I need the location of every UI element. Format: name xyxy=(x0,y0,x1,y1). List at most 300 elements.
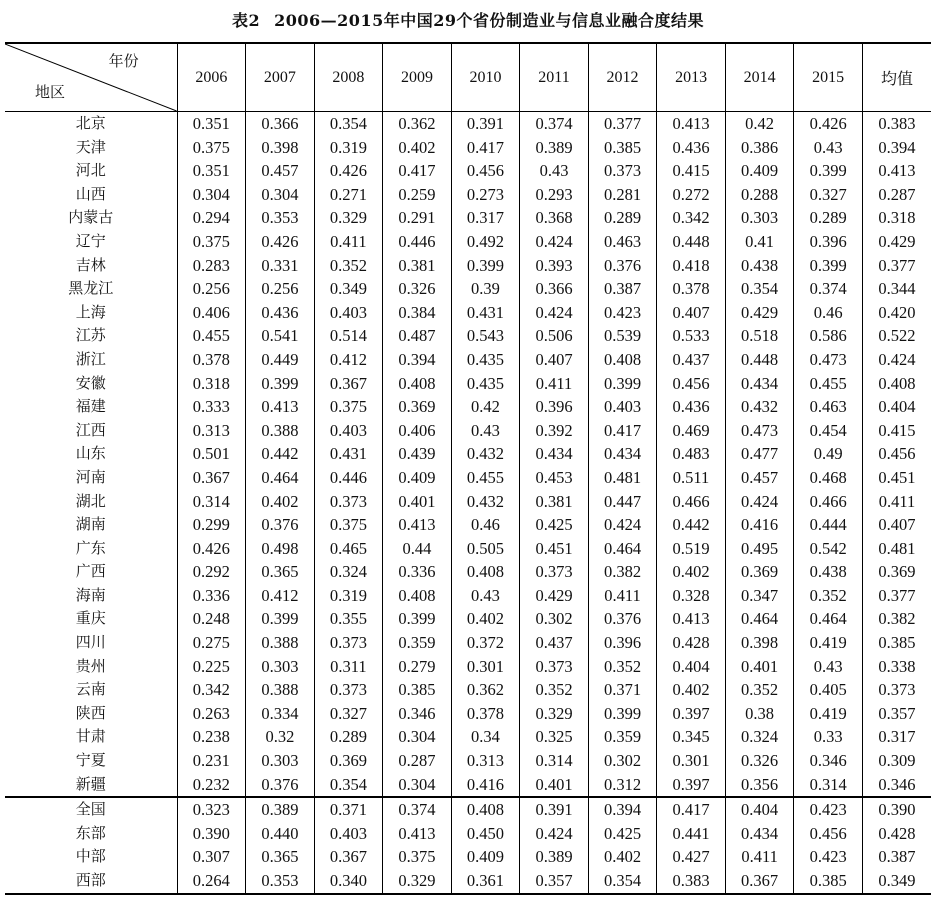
value-cell: 0.455 xyxy=(451,466,520,490)
value-cell: 0.457 xyxy=(725,466,794,490)
value-cell: 0.541 xyxy=(246,324,315,348)
value-cell: 0.329 xyxy=(314,206,383,230)
value-cell: 0.359 xyxy=(383,631,452,655)
value-cell: 0.449 xyxy=(246,348,315,372)
column-header: 2013 xyxy=(657,43,726,112)
value-cell: 0.299 xyxy=(177,513,246,537)
table-caption xyxy=(0,8,936,31)
column-header: 2009 xyxy=(383,43,452,112)
region-cell: 湖南 xyxy=(5,513,177,537)
region-cell: 全国 xyxy=(5,797,177,822)
region-cell: 河北 xyxy=(5,159,177,183)
value-cell: 0.263 xyxy=(177,702,246,726)
value-cell: 0.369 xyxy=(314,749,383,773)
value-cell: 0.425 xyxy=(520,513,589,537)
value-cell: 0.466 xyxy=(657,490,726,514)
value-cell: 0.352 xyxy=(314,254,383,278)
value-cell: 0.435 xyxy=(451,348,520,372)
region-cell: 黑龙江 xyxy=(5,277,177,301)
value-cell: 0.464 xyxy=(588,537,657,561)
value-cell: 0.417 xyxy=(657,797,726,822)
value-cell: 0.44 xyxy=(383,537,452,561)
value-cell: 0.413 xyxy=(878,161,916,181)
diagonal-header-cell xyxy=(5,43,177,112)
value-cell: 0.514 xyxy=(314,324,383,348)
value-cell: 0.426 xyxy=(177,537,246,561)
value-cell: 0.501 xyxy=(177,442,246,466)
value-cell: 0.456 xyxy=(657,372,726,396)
value-cell: 0.419 xyxy=(794,702,863,726)
region-cell: 云南 xyxy=(5,678,177,702)
value-cell: 0.451 xyxy=(878,467,916,487)
value-cell: 0.438 xyxy=(794,560,863,584)
region-cell: 山西 xyxy=(5,183,177,207)
value-cell: 0.441 xyxy=(657,822,726,846)
value-cell: 0.481 xyxy=(878,538,916,558)
table-row xyxy=(5,183,931,207)
region-cell: 北京 xyxy=(5,112,177,136)
region-cell: 海南 xyxy=(5,584,177,608)
province-rows xyxy=(5,112,931,798)
value-cell: 0.424 xyxy=(725,490,794,514)
value-cell: 0.417 xyxy=(588,419,657,443)
value-cell: 0.425 xyxy=(588,822,657,846)
table-row xyxy=(5,513,931,537)
value-cell: 0.347 xyxy=(725,584,794,608)
value-cell: 0.403 xyxy=(314,301,383,325)
value-cell: 0.314 xyxy=(794,773,863,798)
region-cell: 河南 xyxy=(5,466,177,490)
region-cell: 西部 xyxy=(5,869,177,894)
value-cell: 0.466 xyxy=(794,490,863,514)
value-cell: 0.376 xyxy=(246,513,315,537)
value-cell: 0.431 xyxy=(314,442,383,466)
region-cell: 宁夏 xyxy=(5,749,177,773)
value-cell: 0.394 xyxy=(878,137,916,157)
table-row xyxy=(5,678,931,702)
column-header: 2010 xyxy=(451,43,520,112)
value-cell: 0.352 xyxy=(725,678,794,702)
value-cell: 0.311 xyxy=(314,655,383,679)
value-cell: 0.388 xyxy=(246,419,315,443)
column-header: 2006 xyxy=(177,43,246,112)
value-cell: 0.376 xyxy=(588,607,657,631)
value-cell: 0.411 xyxy=(588,584,657,608)
value-cell: 0.391 xyxy=(520,797,589,822)
value-cell: 0.407 xyxy=(520,348,589,372)
value-cell: 0.373 xyxy=(588,159,657,183)
value-cell: 0.382 xyxy=(878,609,916,629)
table-row xyxy=(5,607,931,631)
value-cell: 0.399 xyxy=(794,159,863,183)
value-cell: 0.401 xyxy=(725,655,794,679)
value-cell: 0.415 xyxy=(657,159,726,183)
value-cell: 0.542 xyxy=(794,537,863,561)
value-cell: 0.439 xyxy=(383,442,452,466)
region-cell: 吉林 xyxy=(5,254,177,278)
table-row xyxy=(5,277,931,301)
value-cell: 0.495 xyxy=(725,537,794,561)
value-cell: 0.371 xyxy=(588,678,657,702)
value-cell: 0.312 xyxy=(588,773,657,798)
value-cell: 0.361 xyxy=(451,869,520,894)
table-row xyxy=(5,560,931,584)
value-cell: 0.368 xyxy=(520,206,589,230)
value-cell: 0.428 xyxy=(878,823,916,843)
region-cell: 东部 xyxy=(5,822,177,846)
value-cell: 0.455 xyxy=(177,324,246,348)
value-cell: 0.342 xyxy=(657,206,726,230)
value-cell: 0.423 xyxy=(794,797,863,822)
value-cell: 0.399 xyxy=(588,702,657,726)
value-cell: 0.402 xyxy=(657,560,726,584)
value-cell: 0.389 xyxy=(246,797,315,822)
value-cell: 0.413 xyxy=(657,112,726,136)
column-header: 2007 xyxy=(246,43,315,112)
value-cell: 0.331 xyxy=(246,254,315,278)
value-cell: 0.432 xyxy=(725,395,794,419)
value-cell: 0.352 xyxy=(588,655,657,679)
value-cell: 0.375 xyxy=(314,513,383,537)
value-cell: 0.43 xyxy=(451,419,520,443)
value-cell: 0.373 xyxy=(314,631,383,655)
value-cell: 0.373 xyxy=(878,680,916,700)
value-cell: 0.389 xyxy=(520,136,589,160)
value-cell: 0.434 xyxy=(588,442,657,466)
value-cell: 0.303 xyxy=(725,206,794,230)
table-row xyxy=(5,372,931,396)
value-cell: 0.346 xyxy=(794,749,863,773)
table-row xyxy=(5,466,931,490)
value-cell: 0.309 xyxy=(878,751,916,771)
value-cell: 0.354 xyxy=(588,869,657,894)
value-cell: 0.388 xyxy=(246,631,315,655)
value-cell: 0.413 xyxy=(383,513,452,537)
table-row xyxy=(5,230,931,254)
table-row xyxy=(5,725,931,749)
value-cell: 0.453 xyxy=(520,466,589,490)
value-cell: 0.416 xyxy=(725,513,794,537)
value-cell: 0.373 xyxy=(314,490,383,514)
header-row xyxy=(5,43,931,112)
region-cell: 广东 xyxy=(5,537,177,561)
column-header: 2015 xyxy=(794,43,863,112)
region-cell: 福建 xyxy=(5,395,177,419)
value-cell: 0.43 xyxy=(451,584,520,608)
value-cell: 0.345 xyxy=(657,725,726,749)
region-cell: 中部 xyxy=(5,845,177,869)
value-cell: 0.477 xyxy=(725,442,794,466)
table-row xyxy=(5,254,931,278)
value-cell: 0.371 xyxy=(314,797,383,822)
value-cell: 0.372 xyxy=(451,631,520,655)
value-cell: 0.357 xyxy=(520,869,589,894)
value-cell: 0.406 xyxy=(177,301,246,325)
value-cell: 0.336 xyxy=(177,584,246,608)
value-cell: 0.431 xyxy=(451,301,520,325)
value-cell: 0.426 xyxy=(314,159,383,183)
value-cell: 0.366 xyxy=(246,112,315,136)
value-cell: 0.446 xyxy=(314,466,383,490)
table-row xyxy=(5,301,931,325)
value-cell: 0.313 xyxy=(451,749,520,773)
table-row xyxy=(5,136,931,160)
value-cell: 0.385 xyxy=(794,869,863,894)
value-cell: 0.448 xyxy=(657,230,726,254)
value-cell: 0.519 xyxy=(657,537,726,561)
value-cell: 0.440 xyxy=(246,822,315,846)
region-cell: 天津 xyxy=(5,136,177,160)
value-cell: 0.539 xyxy=(588,324,657,348)
value-cell: 0.401 xyxy=(520,773,589,798)
value-cell: 0.232 xyxy=(177,773,246,798)
value-cell: 0.41 xyxy=(725,230,794,254)
summary-row xyxy=(5,822,931,846)
value-cell: 0.324 xyxy=(725,725,794,749)
value-cell: 0.402 xyxy=(588,845,657,869)
value-cell: 0.406 xyxy=(383,419,452,443)
value-cell: 0.264 xyxy=(177,869,246,894)
value-cell: 0.225 xyxy=(177,655,246,679)
value-cell: 0.378 xyxy=(177,348,246,372)
value-cell: 0.408 xyxy=(383,584,452,608)
value-cell: 0.417 xyxy=(383,159,452,183)
value-cell: 0.328 xyxy=(657,584,726,608)
value-cell: 0.505 xyxy=(451,537,520,561)
value-cell: 0.434 xyxy=(520,442,589,466)
value-cell: 0.518 xyxy=(725,324,794,348)
value-cell: 0.473 xyxy=(725,419,794,443)
value-cell: 0.409 xyxy=(725,159,794,183)
value-cell: 0.424 xyxy=(588,513,657,537)
value-cell: 0.385 xyxy=(878,633,916,653)
value-cell: 0.34 xyxy=(451,725,520,749)
value-cell: 0.314 xyxy=(177,490,246,514)
value-cell: 0.435 xyxy=(451,372,520,396)
value-cell: 0.483 xyxy=(657,442,726,466)
value-cell: 0.436 xyxy=(657,395,726,419)
diagonal-line xyxy=(5,44,177,111)
table-row xyxy=(5,324,931,348)
column-header: 2011 xyxy=(520,43,589,112)
value-cell: 0.399 xyxy=(794,254,863,278)
value-cell: 0.317 xyxy=(451,206,520,230)
value-cell: 0.405 xyxy=(794,678,863,702)
value-cell: 0.336 xyxy=(383,560,452,584)
value-cell: 0.357 xyxy=(878,703,916,723)
value-cell: 0.327 xyxy=(794,183,863,207)
value-cell: 0.533 xyxy=(657,324,726,348)
value-cell: 0.304 xyxy=(383,773,452,798)
value-cell: 0.429 xyxy=(725,301,794,325)
value-cell: 0.394 xyxy=(588,797,657,822)
value-cell: 0.399 xyxy=(383,607,452,631)
value-cell: 0.511 xyxy=(657,466,726,490)
table-row xyxy=(5,206,931,230)
value-cell: 0.238 xyxy=(177,725,246,749)
value-cell: 0.404 xyxy=(725,797,794,822)
table-row xyxy=(5,490,931,514)
value-cell: 0.375 xyxy=(177,230,246,254)
value-cell: 0.291 xyxy=(383,206,452,230)
value-cell: 0.399 xyxy=(451,254,520,278)
summary-rows xyxy=(5,797,931,893)
value-cell: 0.403 xyxy=(314,419,383,443)
value-cell: 0.411 xyxy=(725,845,794,869)
value-cell: 0.415 xyxy=(878,420,916,440)
value-cell: 0.319 xyxy=(314,136,383,160)
table-row xyxy=(5,631,931,655)
value-cell: 0.408 xyxy=(878,373,916,393)
value-cell: 0.375 xyxy=(383,845,452,869)
value-cell: 0.346 xyxy=(878,774,916,794)
value-cell: 0.427 xyxy=(657,845,726,869)
value-cell: 0.401 xyxy=(383,490,452,514)
value-cell: 0.378 xyxy=(657,277,726,301)
value-cell: 0.423 xyxy=(794,845,863,869)
value-cell: 0.408 xyxy=(383,372,452,396)
value-cell: 0.381 xyxy=(520,490,589,514)
value-cell: 0.256 xyxy=(177,277,246,301)
value-cell: 0.403 xyxy=(314,822,383,846)
value-cell: 0.423 xyxy=(588,301,657,325)
value-cell: 0.373 xyxy=(520,655,589,679)
value-cell: 0.378 xyxy=(451,702,520,726)
value-cell: 0.456 xyxy=(878,444,916,464)
value-cell: 0.408 xyxy=(451,560,520,584)
value-cell: 0.385 xyxy=(588,136,657,160)
value-cell: 0.402 xyxy=(451,607,520,631)
table-row xyxy=(5,702,931,726)
value-cell: 0.416 xyxy=(451,773,520,798)
value-cell: 0.354 xyxy=(314,112,383,136)
value-cell: 0.402 xyxy=(657,678,726,702)
value-cell: 0.442 xyxy=(657,513,726,537)
value-cell: 0.420 xyxy=(878,302,916,322)
column-header: 2008 xyxy=(314,43,383,112)
value-cell: 0.329 xyxy=(520,702,589,726)
table-row xyxy=(5,773,931,798)
value-cell: 0.407 xyxy=(878,515,916,535)
value-cell: 0.349 xyxy=(314,277,383,301)
value-cell: 0.365 xyxy=(246,560,315,584)
value-cell: 0.303 xyxy=(246,749,315,773)
value-cell: 0.437 xyxy=(520,631,589,655)
value-cell: 0.387 xyxy=(878,847,916,867)
value-cell: 0.333 xyxy=(177,395,246,419)
value-cell: 0.447 xyxy=(588,490,657,514)
table-number: 表2 xyxy=(232,11,261,30)
region-cell: 内蒙古 xyxy=(5,206,177,230)
fusion-degree-table xyxy=(5,42,931,895)
value-cell: 0.399 xyxy=(246,607,315,631)
value-cell: 0.38 xyxy=(725,702,794,726)
value-cell: 0.319 xyxy=(314,584,383,608)
value-cell: 0.463 xyxy=(794,395,863,419)
value-cell: 0.354 xyxy=(725,277,794,301)
value-cell: 0.429 xyxy=(520,584,589,608)
value-cell: 0.367 xyxy=(177,466,246,490)
value-cell: 0.456 xyxy=(794,822,863,846)
region-cell: 江西 xyxy=(5,419,177,443)
value-cell: 0.409 xyxy=(383,466,452,490)
value-cell: 0.402 xyxy=(383,136,452,160)
value-cell: 0.404 xyxy=(878,397,916,417)
value-cell: 0.374 xyxy=(520,112,589,136)
value-cell: 0.487 xyxy=(383,324,452,348)
value-cell: 0.384 xyxy=(383,301,452,325)
value-cell: 0.434 xyxy=(725,822,794,846)
value-cell: 0.448 xyxy=(725,348,794,372)
region-cell: 辽宁 xyxy=(5,230,177,254)
value-cell: 0.369 xyxy=(383,395,452,419)
value-cell: 0.465 xyxy=(314,537,383,561)
value-cell: 0.281 xyxy=(588,183,657,207)
value-cell: 0.464 xyxy=(794,607,863,631)
table-row xyxy=(5,112,931,136)
value-cell: 0.367 xyxy=(314,845,383,869)
value-cell: 0.317 xyxy=(878,727,916,747)
value-cell: 0.413 xyxy=(657,607,726,631)
value-cell: 0.424 xyxy=(520,822,589,846)
value-cell: 0.49 xyxy=(794,442,863,466)
value-cell: 0.408 xyxy=(451,797,520,822)
region-cell: 甘肃 xyxy=(5,725,177,749)
value-cell: 0.248 xyxy=(177,607,246,631)
value-cell: 0.307 xyxy=(177,845,246,869)
region-cell: 重庆 xyxy=(5,607,177,631)
table-row xyxy=(5,749,931,773)
value-cell: 0.418 xyxy=(657,254,726,278)
value-cell: 0.271 xyxy=(314,183,383,207)
value-cell: 0.43 xyxy=(520,159,589,183)
value-cell: 0.437 xyxy=(657,348,726,372)
value-cell: 0.289 xyxy=(794,206,863,230)
value-cell: 0.411 xyxy=(878,491,916,511)
value-cell: 0.293 xyxy=(520,183,589,207)
value-cell: 0.382 xyxy=(588,560,657,584)
value-cell: 0.326 xyxy=(725,749,794,773)
value-cell: 0.586 xyxy=(794,324,863,348)
value-cell: 0.390 xyxy=(177,822,246,846)
value-cell: 0.314 xyxy=(520,749,589,773)
value-cell: 0.259 xyxy=(383,183,452,207)
value-cell: 0.369 xyxy=(878,562,916,582)
value-cell: 0.351 xyxy=(177,159,246,183)
value-cell: 0.334 xyxy=(246,702,315,726)
value-cell: 0.446 xyxy=(383,230,452,254)
value-cell: 0.388 xyxy=(246,678,315,702)
value-cell: 0.424 xyxy=(520,230,589,254)
value-cell: 0.329 xyxy=(383,869,452,894)
value-cell: 0.498 xyxy=(246,537,315,561)
value-cell: 0.354 xyxy=(314,773,383,798)
value-cell: 0.412 xyxy=(314,348,383,372)
value-cell: 0.375 xyxy=(177,136,246,160)
value-cell: 0.362 xyxy=(451,678,520,702)
value-cell: 0.522 xyxy=(878,326,916,346)
value-cell: 0.436 xyxy=(657,136,726,160)
value-cell: 0.403 xyxy=(588,395,657,419)
value-cell: 0.288 xyxy=(725,183,794,207)
value-cell: 0.377 xyxy=(588,112,657,136)
value-cell: 0.349 xyxy=(862,869,931,894)
value-cell: 0.411 xyxy=(520,372,589,396)
value-cell: 0.450 xyxy=(451,822,520,846)
value-cell: 0.399 xyxy=(246,372,315,396)
value-cell: 0.424 xyxy=(520,301,589,325)
value-cell: 0.402 xyxy=(246,490,315,514)
